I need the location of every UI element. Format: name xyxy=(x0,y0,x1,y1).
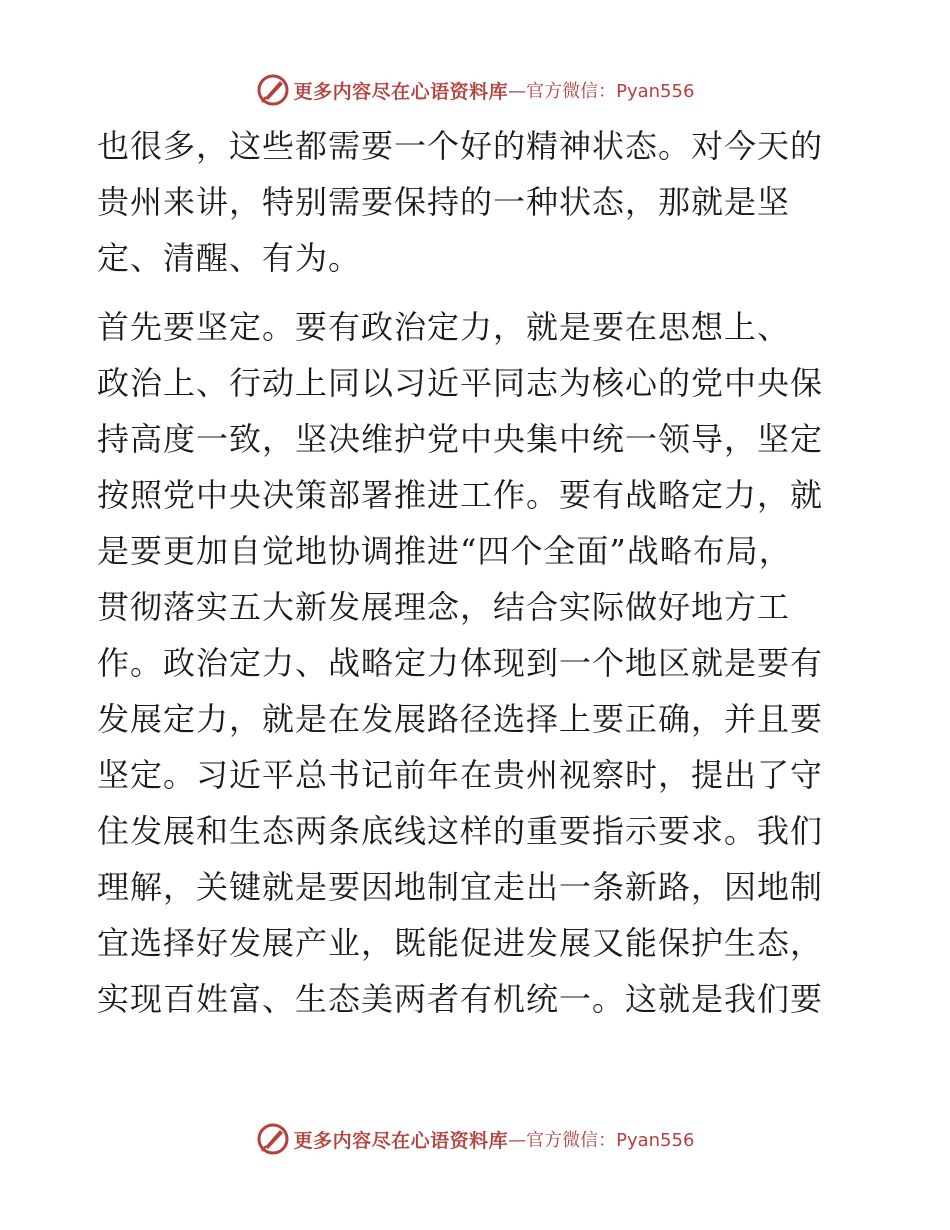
quill-logo-icon xyxy=(256,73,290,107)
header-banner[interactable] xyxy=(0,70,950,110)
footer-banner[interactable] xyxy=(0,1119,950,1159)
paragraph-2: 首先要坚定。要有政治定力，就是要在思想上、 政治上、行动上同以习近平同志为核心的党中央保 持高度一致，坚决维护党中央集中统一领导，坚定 按照党中央决策部署推进工作。要有战略定力，就 是要更加自觉地协调推进“四个全面”战略布局， 贯彻落实五大新发展理念，结合实际做好地方工 作。政治定力、战略定力体现到一个地区就是要有 发展定力，就是在发展路径选择上要正确，并且要 坚定。习近平总书记前年在贵州视察时，提出了守 住发展和生态两条底线这样的重要指示要求。我们 理解，关键就是要因地制宜走出一条新路，因地制 宜选择好发展产业，既能促进发展又能保护生态， 实现百姓富、生态美两者有机统一。这就是我们要 xyxy=(97,308,824,1018)
header-banner-sub: —官方微信：Pyan556 xyxy=(508,81,695,102)
document-body xyxy=(97,118,849,1027)
footer-banner-main: 更多内容尽在心语资料库 xyxy=(293,1129,509,1152)
footer-banner-sub: —官方微信：Pyan556 xyxy=(508,1130,695,1151)
header-banner-main: 更多内容尽在心语资料库 xyxy=(293,80,509,103)
paragraph-1: 也很多，这些都需要一个好的精神状态。对今天的 贵州来讲，特别需要保持的一种状态，那就是坚 定、清醒、有为。 xyxy=(97,127,824,277)
quill-logo-icon xyxy=(256,1122,290,1156)
